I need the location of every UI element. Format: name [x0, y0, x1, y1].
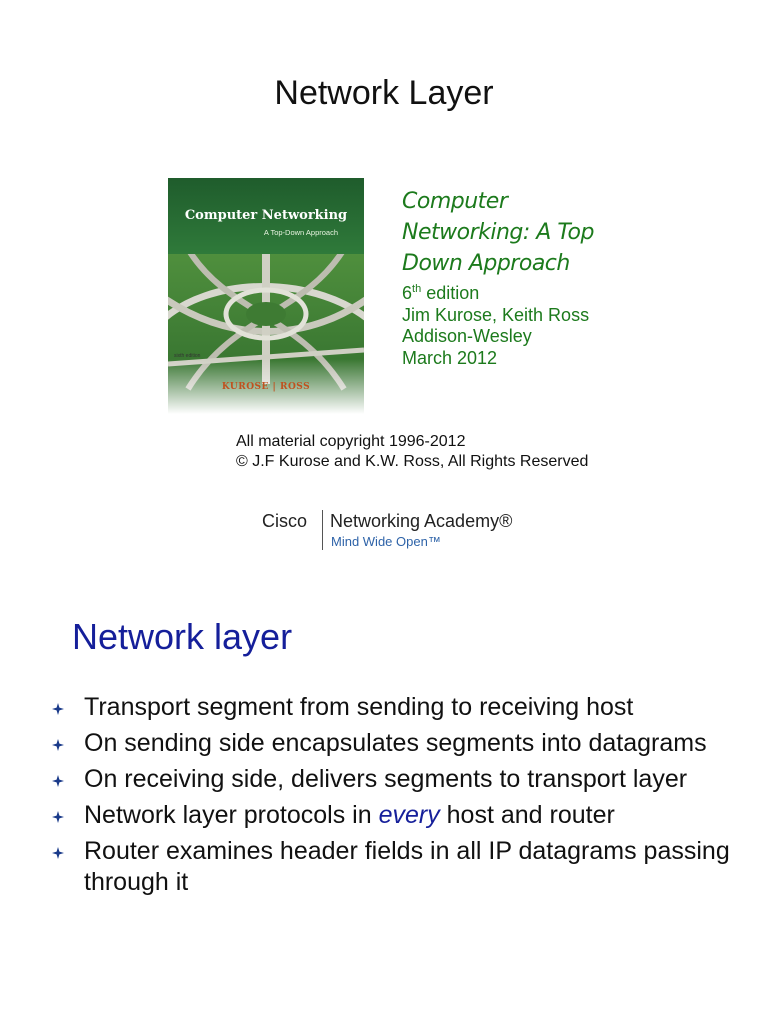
copyright-line: © J.F Kurose and K.W. Ross, All Rights Reserved — [236, 453, 589, 470]
cisco-academy-name: Networking Academy® — [330, 511, 513, 531]
diamond-bullet-icon — [52, 811, 64, 823]
book-title — [402, 186, 594, 279]
bullet-item — [52, 692, 752, 723]
bullet-text-post: host and router — [439, 801, 615, 829]
book-edition — [402, 279, 594, 305]
cover-subtitle: A Top-Down Approach — [263, 228, 338, 237]
book-publisher: Addison-Wesley — [402, 326, 532, 346]
bullet-item — [52, 800, 752, 831]
copyright-notice — [236, 432, 588, 472]
bullet-item — [52, 728, 752, 759]
bullet-text: On receiving side, delivers segments to transport layer — [84, 765, 688, 793]
book-info — [402, 186, 594, 369]
bullet-text: Router examines header fields in all IP datagrams passing through it — [84, 837, 730, 896]
edition-number: 6 — [402, 283, 413, 303]
logo-divider — [322, 510, 323, 550]
bullet-text: On sending side encapsulates segments into datagrams — [84, 729, 707, 757]
diamond-bullet-icon — [52, 847, 64, 859]
bullet-list — [52, 692, 752, 903]
emphasized-word: every — [378, 801, 440, 829]
bullet-item — [52, 836, 752, 898]
book-title-line: Computer — [402, 189, 508, 214]
cisco-brand: Cisco — [262, 511, 308, 531]
cover-authors: KUROSE | ROSS — [221, 382, 311, 392]
edition-suffix: th — [412, 283, 422, 295]
book-cover-image — [168, 178, 364, 414]
edition-word: edition — [421, 283, 480, 303]
diamond-bullet-icon — [52, 739, 64, 751]
section-heading: Network layer — [72, 616, 293, 657]
diamond-bullet-icon — [52, 703, 64, 715]
bullet-text: Transport segment from sending to receiving host — [84, 693, 634, 721]
cisco-tagline: Mind Wide Open™ — [331, 534, 441, 549]
book-title-line: Down Approach — [402, 251, 570, 276]
book-title-line: Networking: A Top — [402, 220, 594, 245]
book-authors: Jim Kurose, Keith Ross — [402, 304, 590, 325]
cover-edition: sixth edition — [174, 353, 201, 359]
bullet-item — [52, 764, 752, 795]
cover-title: Computer Networking — [184, 208, 348, 223]
diamond-bullet-icon — [52, 775, 64, 787]
copyright-line: All material copyright 1996-2012 — [236, 433, 466, 450]
slide-title: Network Layer — [274, 74, 494, 112]
book-date: March 2012 — [402, 347, 498, 368]
bullet-text-pre: Network layer protocols in — [84, 801, 379, 829]
